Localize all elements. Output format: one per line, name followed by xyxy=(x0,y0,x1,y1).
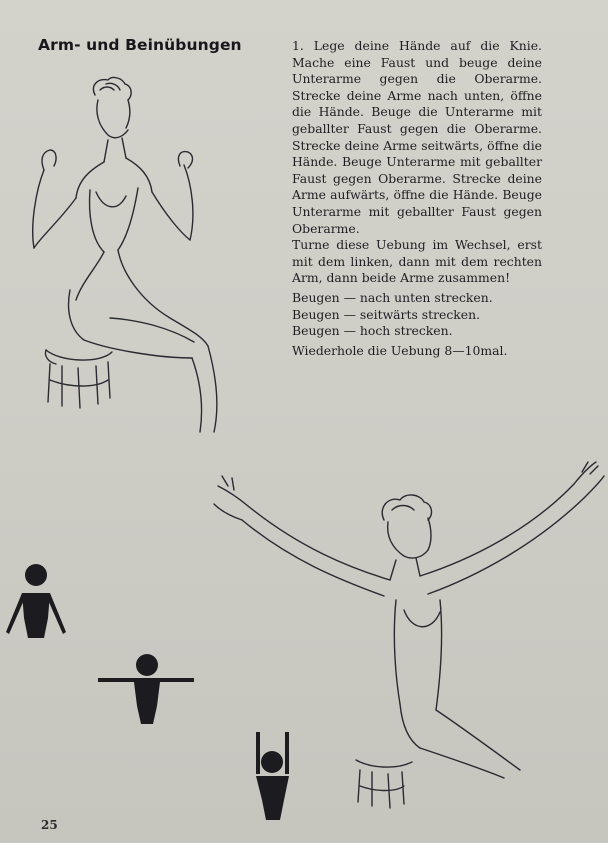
page-number: 25 xyxy=(41,818,58,832)
step-line: Beugen — hoch strecken. xyxy=(292,323,453,339)
page-title: Arm- und Beinübungen xyxy=(38,36,242,54)
pictogram-arms-sideways-icon xyxy=(98,654,194,724)
pictogram-arms-up-icon xyxy=(256,732,289,820)
seated-woman-bent-arms-illustration xyxy=(33,77,217,432)
repeat-instruction: Wiederhole die Uebung 8—10mal. xyxy=(292,342,508,358)
instruction-paragraph: 1. Lege deine Hände auf die Knie. Mache eine Faust und beuge deine Unterarme gegen die Oberarme. Strecke deine Arme nach unten, öffne die Hände. Beuge die Unterarme mit geballter Faust gegen die Oberarme. Strecke deine Arme seitwärts, öffne die Hände. Beuge Unterarme mit geballter Faust gegen Oberarme. Strecke deine Arme aufwärts, öffne die Hände. Beuge Unterarme mit geballter Faust gegen Oberarme. xyxy=(292,38,542,236)
step-line: Beugen — nach unten strecken. xyxy=(292,289,493,305)
step-line: Beugen — seitwärts strecken. xyxy=(292,306,481,322)
pictogram-arms-down-icon xyxy=(6,564,66,638)
alternation-paragraph: Turne diese Uebung im Wechsel, erst mit dem linken, dann mit dem rechten Arm, dann beide Arme zusammen! xyxy=(292,237,542,286)
